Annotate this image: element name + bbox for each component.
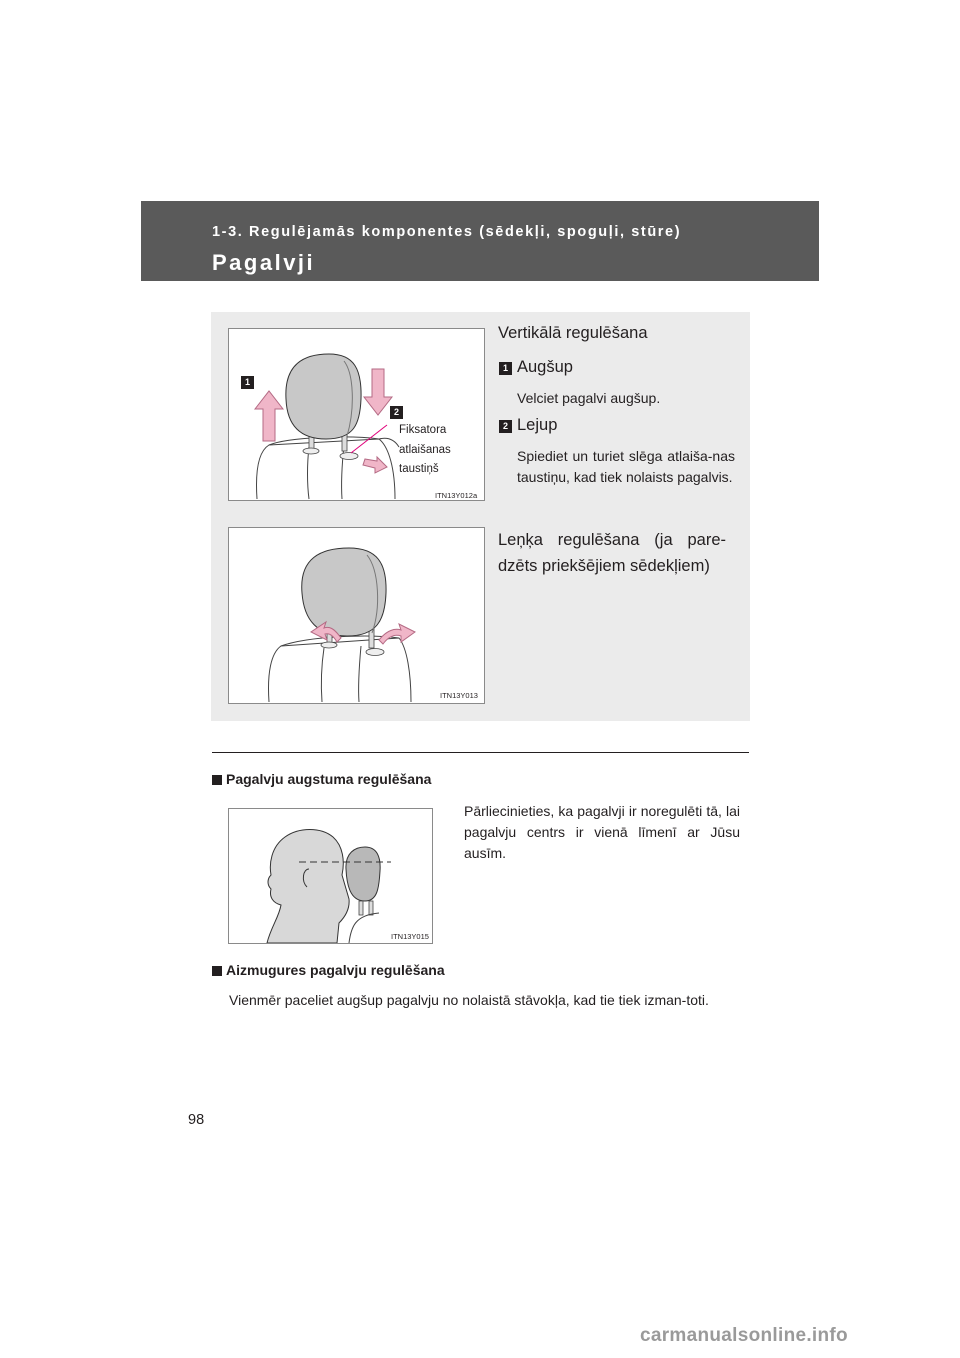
step-2-label: Lejup xyxy=(517,416,558,434)
callout-line-1: Fiksatora xyxy=(399,424,447,436)
figure-badge-2: 2 xyxy=(390,406,403,419)
tilt-adjustment-heading: Leņķa regulēšana (ja pare-dzēts priekšējiem sēdekļiem) xyxy=(498,531,726,575)
step-1-description: Velciet pagalvi augšup. xyxy=(517,390,661,406)
rear-headrest-text: Vienmēr paceliet augšup pagalvju no nolaistā stāvokļa, kad tie tiek izman-toti. xyxy=(229,992,709,1008)
figure-vertical-adjustment xyxy=(228,328,485,501)
callout-line-3: taustiņš xyxy=(399,463,439,475)
vertical-adjustment-heading: Vertikālā regulēšana xyxy=(498,324,648,342)
figure-badge-1: 1 xyxy=(241,376,254,389)
figure-head-position xyxy=(228,808,433,944)
rear-headrest-heading xyxy=(212,962,445,978)
page-heading: Pagalvji xyxy=(212,250,316,275)
step-1-label: Augšup xyxy=(517,358,573,376)
page-number: 98 xyxy=(188,1112,205,1128)
step-2-description: Spiediet un turiet slēga atlaiša-nas taustiņu, kad tiek nolaists pagalvis. xyxy=(517,448,735,485)
height-adjustment-text: Pārliecinieties, ka pagalvji ir noregulēti tā, lai pagalvju centrs ir vienā līmenī ar Jūsu ausīm. xyxy=(464,803,740,861)
figure-code: ITN13Y012a xyxy=(435,491,478,500)
headrest-vertical-illustration xyxy=(229,329,484,500)
section-divider xyxy=(212,752,749,753)
section-title: 1-3. Regulējamās komponentes (sēdekļi, spoguļi, stūre) xyxy=(212,224,682,240)
watermark: carmanualsonline.info xyxy=(640,1325,848,1346)
figure-code: ITN13Y015 xyxy=(391,932,429,941)
height-adjustment-heading xyxy=(212,771,431,787)
bullet-square-icon xyxy=(212,775,222,785)
step-1-badge: 1 xyxy=(499,362,512,375)
headrest-tilt-illustration xyxy=(229,528,484,703)
figure-tilt-adjustment xyxy=(228,527,485,704)
step-2-badge: 2 xyxy=(499,420,512,433)
bullet-square-icon xyxy=(212,966,222,976)
height-adjustment-heading-text: Pagalvju augstuma regulēšana xyxy=(226,771,432,787)
rear-headrest-heading-text: Aizmugures pagalvju regulēšana xyxy=(226,962,445,978)
callout-line-2: atlaišanas xyxy=(399,444,451,456)
head-position-illustration xyxy=(229,809,432,943)
figure-code: ITN13Y013 xyxy=(440,691,478,700)
